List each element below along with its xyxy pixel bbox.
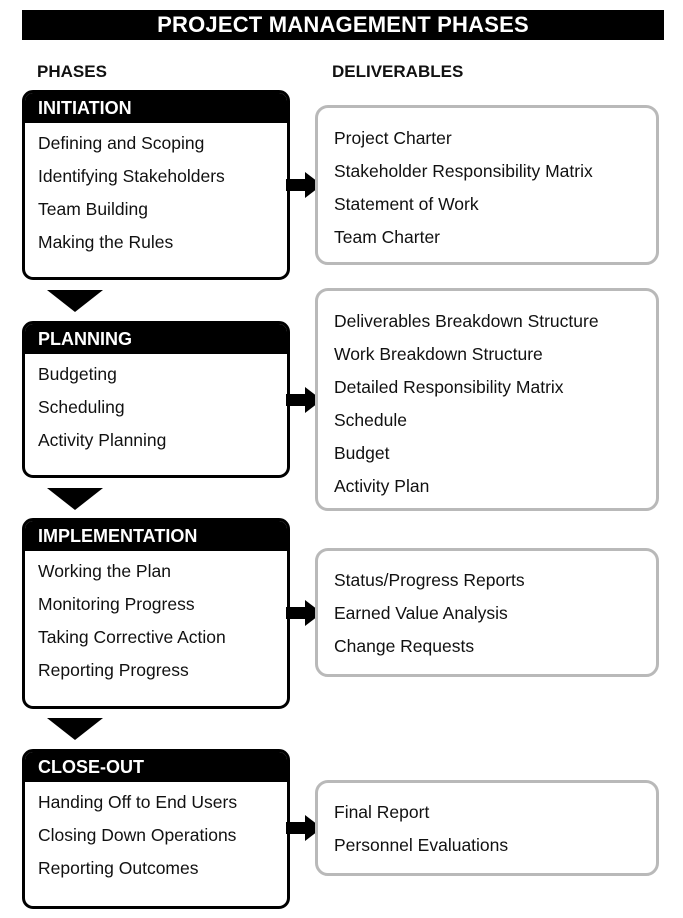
phase-box-planning: [22, 321, 290, 478]
phase-activities-implementation: [25, 551, 287, 687]
deliverable-item: Statement of Work: [334, 194, 479, 214]
deliverables-column-header: DELIVERABLES: [332, 62, 464, 81]
phases-column-header: PHASES: [37, 62, 107, 81]
deliverable-item: Final Report: [334, 802, 430, 822]
phase-activity: Identifying Stakeholders: [38, 166, 225, 186]
deliverables-list-close-out: [318, 796, 656, 862]
down-arrow-icon: [47, 488, 103, 510]
phase-activities-close-out: [25, 782, 287, 885]
deliverables-list-implementation: [318, 564, 656, 663]
deliverables-list-initiation: [318, 122, 656, 254]
phase-activity: Team Building: [38, 199, 148, 219]
phase-activity: Taking Corrective Action: [38, 627, 226, 647]
down-arrow-icon: [47, 718, 103, 740]
deliverables-box-close-out: [315, 780, 659, 876]
phase-title-implementation: IMPLEMENTATION: [25, 521, 287, 551]
phase-activity: Activity Planning: [38, 430, 167, 450]
phase-activity: Handing Off to End Users: [38, 792, 238, 812]
phase-title-planning: PLANNING: [25, 324, 287, 354]
phase-activity: Closing Down Operations: [38, 825, 237, 845]
deliverable-item: Detailed Responsibility Matrix: [334, 377, 564, 397]
phase-activity: Reporting Progress: [38, 660, 189, 680]
deliverables-box-implementation: [315, 548, 659, 677]
down-arrow-icon: [47, 290, 103, 312]
phase-activities-initiation: [25, 123, 287, 259]
phase-box-initiation: [22, 90, 290, 280]
deliverable-item: Earned Value Analysis: [334, 603, 508, 623]
deliverables-box-planning: [315, 288, 659, 511]
phase-title-initiation: INITIATION: [25, 93, 287, 123]
deliverable-item: Work Breakdown Structure: [334, 344, 543, 364]
phase-activities-planning: [25, 354, 287, 457]
deliverable-item: Budget: [334, 443, 390, 463]
deliverables-box-initiation: [315, 105, 659, 265]
deliverable-item: Project Charter: [334, 128, 452, 148]
phase-title-close-out: CLOSE-OUT: [25, 752, 287, 782]
phase-activity: Budgeting: [38, 364, 117, 384]
deliverable-item: Personnel Evaluations: [334, 835, 509, 855]
deliverables-list-planning: [318, 305, 656, 503]
deliverable-item: Schedule: [334, 410, 407, 430]
deliverable-item: Team Charter: [334, 227, 441, 247]
phase-activity: Defining and Scoping: [38, 133, 205, 153]
phase-activity: Scheduling: [38, 397, 125, 417]
phase-activity: Making the Rules: [38, 232, 174, 252]
phase-activity: Working the Plan: [38, 561, 171, 581]
phase-activity: Monitoring Progress: [38, 594, 195, 614]
phase-box-close-out: [22, 749, 290, 909]
phase-activity: Reporting Outcomes: [38, 858, 199, 878]
deliverable-item: Deliverables Breakdown Structure: [334, 311, 599, 331]
phase-box-implementation: [22, 518, 290, 709]
deliverable-item: Status/Progress Reports: [334, 570, 525, 590]
deliverable-item: Stakeholder Responsibility Matrix: [334, 161, 593, 181]
deliverable-item: Activity Plan: [334, 476, 430, 496]
diagram-title: PROJECT MANAGEMENT PHASES: [22, 10, 664, 40]
deliverable-item: Change Requests: [334, 636, 475, 656]
